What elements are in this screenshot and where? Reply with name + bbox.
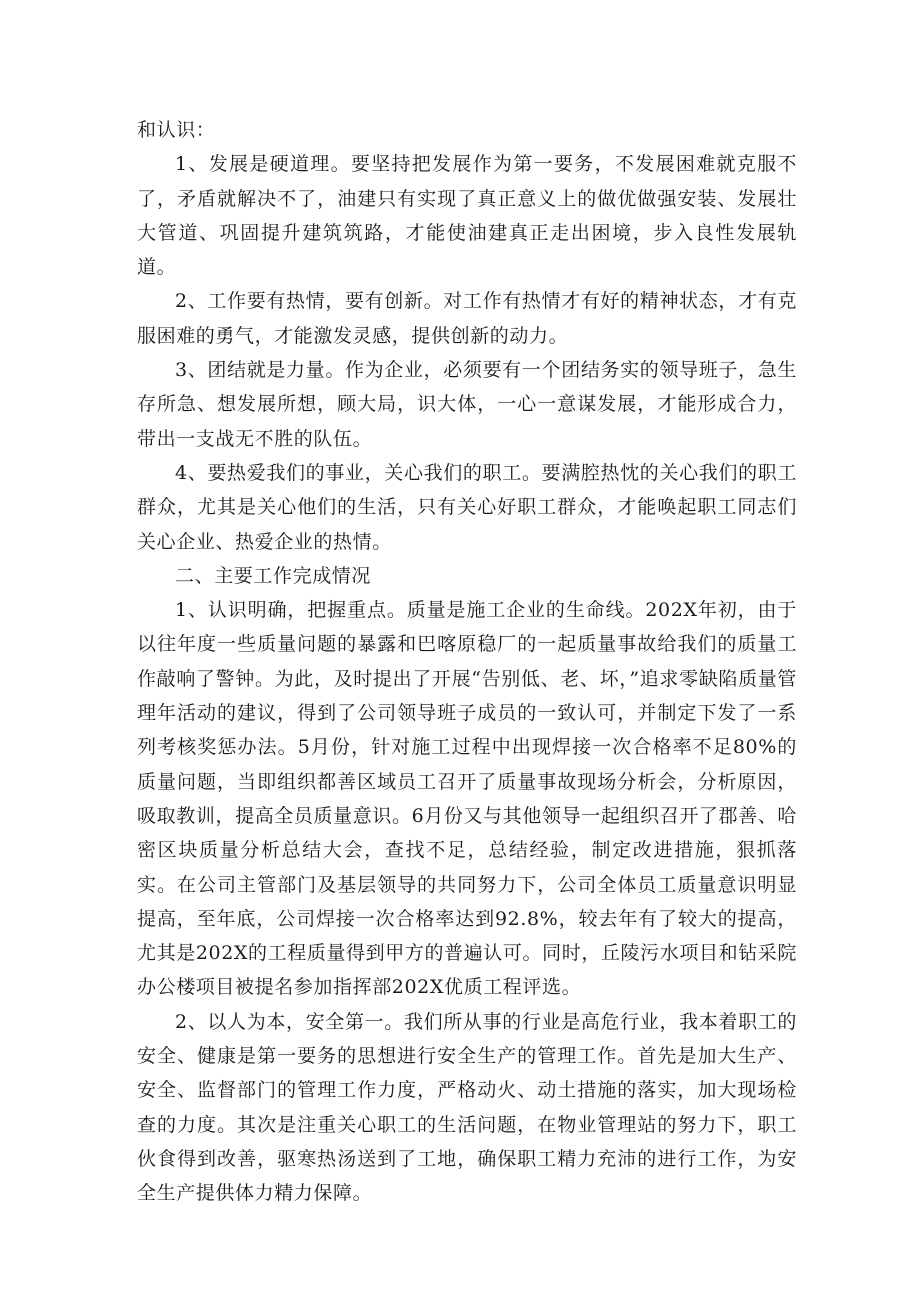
paragraph-point-1-development: 1、发展是硬道理。要坚持把发展作为第一要务，不发展困难就克服不了，矛盾就解决不了，油建只有实现了真正意义上的做优做强安装、发展壮大管道、巩固提升建筑筑路，才能使油建真正走出困境，步入良性发展轨道。 (137, 153, 797, 279)
document-body (137, 113, 797, 1211)
paragraph-work-1-quality: 1、认识明确，把握重点。质量是施工企业的生命线。202X年初，由于以往年度一些质量问题的暴露和巴喀原稳厂的一起质量事故给我们的质量工作敲响了警钟。为此，及时提出了开展“告别低、老、坏，”追求零缺陷质量管理年活动的建议，得到了公司领导班子成员的一致认可，并制定下发了一系列考核奖惩办法。5月份，针对施工过程中出现焊接一次合格率不足80%的质量问题，当即组织都善区域员工召开了质量事故现场分析会，分析原因，吸取教训，提高全员质量意识。6月份又与其他领导一起组织召开了郡善、哈密区块质量分析总结大会，查找不足，总结经验，制定改进措施，狠抓落实。在公司主管部门及基层领导的共同努力下，公司全体员工质量意识明显提高，至年底，公司焊接一次合格率达到92.8%，较去年有了较大的提高，尤其是202X的工程质量得到甲方的普遍认可。同时，丘陵污水项目和钻采院办公楼项目被提名参加指挥部202X优质工程评选。 (137, 599, 797, 999)
paragraph-work-2-safety: 2、以人为本，安全第一。我们所从事的行业是高危行业，我本着职工的安全、健康是第一要务的思想进行安全生产的管理工作。首先是加大生产、安全、监督部门的管理工作力度，严格动火、动土措施的落实，加大现场检查的力度。其次是注重关心职工的生活问题，在物业管理站的努力下，职工伙食得到改善，驱寒热汤送到了工地，确保职工精力充沛的进行工作，为安全生产提供体力精力保障。 (137, 1010, 797, 1205)
section-heading-main-work: 二、主要工作完成情况 (175, 564, 372, 587)
paragraph-point-4-care: 4、要热爱我们的事业，关心我们的职工。要满腔热忱的关心我们的职工群众，尤其是关心他们的生活，只有关心好职工群众，才能唤起职工同志们关心企业、热爱企业的热情。 (137, 461, 797, 553)
paragraph-point-3-unity: 3、团结就是力量。作为企业，必须要有一个团结务实的领导班子，急生存所急、想发展所想，顾大局，识大体，一心一意谋发展，才能形成合力，带出一支战无不胜的队伍。 (137, 359, 797, 450)
paragraph-intro-continuation: 和认识： (137, 119, 216, 141)
paragraph-point-2-enthusiasm: 2、工作要有热情，要有创新。对工作有热情才有好的精神状态，才有克服困难的勇气，才能激发灵感，提供创新的动力。 (137, 290, 797, 347)
